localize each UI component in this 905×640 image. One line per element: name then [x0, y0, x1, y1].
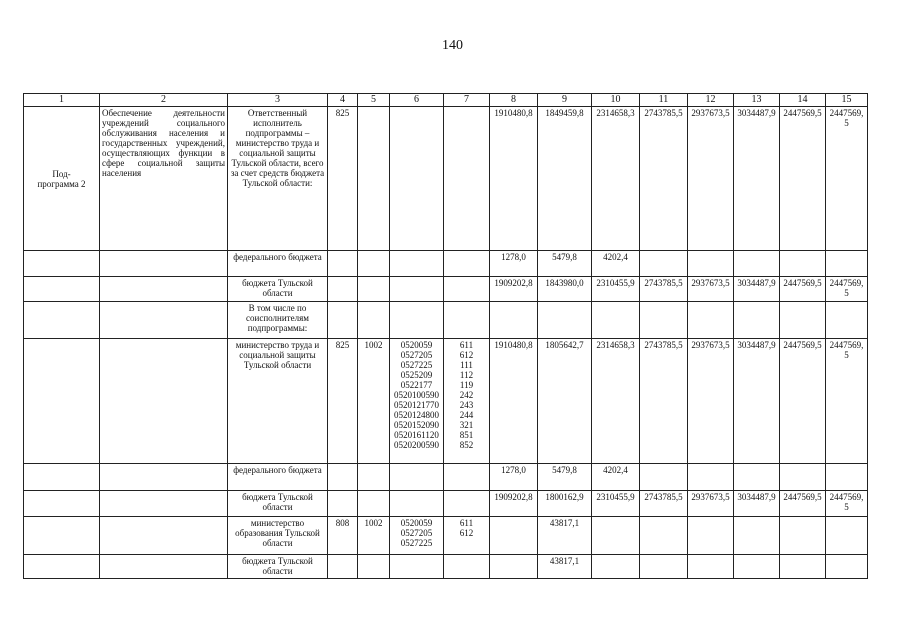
- amount-col-11: 2743785,5: [640, 339, 688, 464]
- code-grbs: 825: [328, 339, 358, 464]
- table-row: [24, 251, 868, 277]
- table-header-row: [24, 94, 868, 107]
- code-expense-type: [444, 555, 490, 579]
- amount-col-13: [734, 555, 780, 579]
- amount-col-8: [490, 555, 538, 579]
- empty-cell: [24, 464, 100, 491]
- page-number: 140: [442, 38, 463, 53]
- code-section: [358, 302, 390, 339]
- amount-col-15: 2447569, 5: [826, 277, 868, 302]
- empty-cell: [24, 302, 100, 339]
- code-expense-type: [444, 107, 490, 251]
- amount-col-14: [780, 251, 826, 277]
- code-expense-type: [444, 491, 490, 517]
- code-expense-type: [444, 302, 490, 339]
- code-target-article: [390, 277, 444, 302]
- amount-col-14: [780, 464, 826, 491]
- row-description: министерство труда и социальной защиты Тульской области: [228, 339, 328, 464]
- amount-col-8: 1909202,8: [490, 277, 538, 302]
- code-grbs: [328, 464, 358, 491]
- empty-cell: [24, 555, 100, 579]
- amount-col-10: [592, 302, 640, 339]
- empty-cell: [24, 517, 100, 555]
- amount-col-15: 2447569, 5: [826, 491, 868, 517]
- amount-col-15: 2447569, 5: [826, 339, 868, 464]
- amount-col-9: 43817,1: [538, 517, 592, 555]
- amount-col-13: 3034487,9: [734, 107, 780, 251]
- amount-col-9: 5479,8: [538, 464, 592, 491]
- code-grbs: [328, 555, 358, 579]
- code-section: [358, 277, 390, 302]
- header-cell-6: 6: [390, 94, 444, 107]
- empty-cell: [100, 464, 228, 491]
- table-row: [24, 277, 868, 302]
- code-target-article: 0520059 0527205 0527225: [390, 517, 444, 555]
- amount-col-11: [640, 464, 688, 491]
- empty-cell: [100, 517, 228, 555]
- amount-col-10: [592, 555, 640, 579]
- header-cell-7: 7: [444, 94, 490, 107]
- header-cell-9: 9: [538, 94, 592, 107]
- amount-col-12: 2937673,5: [688, 491, 734, 517]
- row-description: федерального бюджета: [228, 464, 328, 491]
- empty-cell: [100, 302, 228, 339]
- header-cell-5: 5: [358, 94, 390, 107]
- amount-col-13: [734, 464, 780, 491]
- amount-col-15: [826, 517, 868, 555]
- amount-col-12: 2937673,5: [688, 339, 734, 464]
- amount-col-15: [826, 302, 868, 339]
- amount-col-13: [734, 251, 780, 277]
- code-expense-type: [444, 464, 490, 491]
- amount-col-14: [780, 302, 826, 339]
- header-cell-8: 8: [490, 94, 538, 107]
- amount-col-11: 2743785,5: [640, 107, 688, 251]
- row-description: бюджета Тульской области: [228, 555, 328, 579]
- header-cell-4: 4: [328, 94, 358, 107]
- amount-col-13: 3034487,9: [734, 491, 780, 517]
- amount-col-10: 4202,4: [592, 251, 640, 277]
- table-row: [24, 339, 868, 464]
- amount-col-10: 2314658,3: [592, 339, 640, 464]
- amount-col-13: 3034487,9: [734, 339, 780, 464]
- amount-col-11: [640, 517, 688, 555]
- amount-col-10: 2314658,3: [592, 107, 640, 251]
- header-cell-3: 3: [228, 94, 328, 107]
- amount-col-13: 3034487,9: [734, 277, 780, 302]
- amount-col-11: [640, 251, 688, 277]
- budget-table: [23, 93, 868, 579]
- amount-col-14: 2447569,5: [780, 107, 826, 251]
- amount-col-9: 5479,8: [538, 251, 592, 277]
- code-expense-type: [444, 251, 490, 277]
- code-expense-type: 611 612: [444, 517, 490, 555]
- program-description: Обеспечение деятельности учреждений социального обслуживания населения и государственных учреждений, осуществляющих функции в сфере социальной защиты населения: [100, 107, 228, 251]
- row-description: министерство образования Тульской области: [228, 517, 328, 555]
- code-grbs: [328, 251, 358, 277]
- code-target-article: [390, 555, 444, 579]
- amount-col-11: 2743785,5: [640, 491, 688, 517]
- code-section: 1002: [358, 339, 390, 464]
- code-grbs: [328, 277, 358, 302]
- empty-cell: [100, 339, 228, 464]
- empty-cell: [100, 491, 228, 517]
- amount-col-8: 1910480,8: [490, 107, 538, 251]
- amount-col-12: [688, 464, 734, 491]
- amount-col-10: 4202,4: [592, 464, 640, 491]
- amount-col-11: [640, 302, 688, 339]
- program-label: Под- программа 2: [24, 107, 100, 251]
- empty-cell: [24, 251, 100, 277]
- code-target-article: [390, 251, 444, 277]
- code-expense-type: [444, 277, 490, 302]
- amount-col-13: [734, 302, 780, 339]
- amount-col-10: [592, 517, 640, 555]
- amount-col-9: 1800162,9: [538, 491, 592, 517]
- code-section: [358, 107, 390, 251]
- amount-col-9: 43817,1: [538, 555, 592, 579]
- code-section: [358, 464, 390, 491]
- header-cell-1: 1: [24, 94, 100, 107]
- code-grbs: 808: [328, 517, 358, 555]
- amount-col-12: 2937673,5: [688, 107, 734, 251]
- empty-cell: [24, 339, 100, 464]
- empty-cell: [24, 277, 100, 302]
- code-target-article: [390, 491, 444, 517]
- amount-col-14: 2447569,5: [780, 277, 826, 302]
- empty-cell: [100, 277, 228, 302]
- amount-col-15: [826, 464, 868, 491]
- amount-col-8: 1910480,8: [490, 339, 538, 464]
- amount-col-12: [688, 517, 734, 555]
- row-description: бюджета Тульской области: [228, 277, 328, 302]
- code-section: [358, 251, 390, 277]
- row-description: бюджета Тульской области: [228, 491, 328, 517]
- code-expense-type: 611 612 111 112 119 242 243 244 321 851 852: [444, 339, 490, 464]
- code-target-article: [390, 302, 444, 339]
- amount-col-13: [734, 517, 780, 555]
- table-row: [24, 555, 868, 579]
- code-grbs: 825: [328, 107, 358, 251]
- empty-cell: [100, 555, 228, 579]
- code-target-article: [390, 464, 444, 491]
- amount-col-8: [490, 517, 538, 555]
- code-grbs: [328, 491, 358, 517]
- amount-col-10: 2310455,9: [592, 491, 640, 517]
- table-row: [24, 517, 868, 555]
- table-row: [24, 302, 868, 339]
- amount-col-9: 1843980,0: [538, 277, 592, 302]
- amount-col-14: 2447569,5: [780, 339, 826, 464]
- code-section: 1002: [358, 517, 390, 555]
- table-row: [24, 107, 868, 251]
- amount-col-9: 1805642,7: [538, 339, 592, 464]
- amount-col-12: [688, 251, 734, 277]
- row-description: В том числе по соисполнителям подпрограммы:: [228, 302, 328, 339]
- code-section: [358, 555, 390, 579]
- amount-col-12: [688, 555, 734, 579]
- amount-col-9: [538, 302, 592, 339]
- amount-col-11: 2743785,5: [640, 277, 688, 302]
- amount-col-8: 1278,0: [490, 464, 538, 491]
- amount-col-8: 1909202,8: [490, 491, 538, 517]
- code-section: [358, 491, 390, 517]
- code-target-article: [390, 107, 444, 251]
- empty-cell: [24, 491, 100, 517]
- code-grbs: [328, 302, 358, 339]
- amount-col-8: 1278,0: [490, 251, 538, 277]
- row-description: федерального бюджета: [228, 251, 328, 277]
- amount-col-12: 2937673,5: [688, 277, 734, 302]
- amount-col-15: 2447569, 5: [826, 107, 868, 251]
- row-description: Ответственный исполнитель подпрограммы – министерство труда и социальной защиты Тульской области, всего за счет средств бюджета Тульской области:: [228, 107, 328, 251]
- amount-col-9: 1849459,8: [538, 107, 592, 251]
- header-cell-2: 2: [100, 94, 228, 107]
- amount-col-11: [640, 555, 688, 579]
- header-cell-10: 10: [592, 94, 640, 107]
- amount-col-15: [826, 555, 868, 579]
- amount-col-14: [780, 517, 826, 555]
- amount-col-8: [490, 302, 538, 339]
- empty-cell: [100, 251, 228, 277]
- amount-col-10: 2310455,9: [592, 277, 640, 302]
- header-cell-15: 15: [826, 94, 868, 107]
- table-row: [24, 491, 868, 517]
- table-row: [24, 464, 868, 491]
- header-cell-11: 11: [640, 94, 688, 107]
- code-target-article: 0520059 0527205 0527225 0525209 0522177 0520100590 0520121770 0520124800 0520152090 0520161120 0520200590: [390, 339, 444, 464]
- amount-col-14: [780, 555, 826, 579]
- amount-col-15: [826, 251, 868, 277]
- amount-col-12: [688, 302, 734, 339]
- header-cell-13: 13: [734, 94, 780, 107]
- header-cell-14: 14: [780, 94, 826, 107]
- header-cell-12: 12: [688, 94, 734, 107]
- amount-col-14: 2447569,5: [780, 491, 826, 517]
